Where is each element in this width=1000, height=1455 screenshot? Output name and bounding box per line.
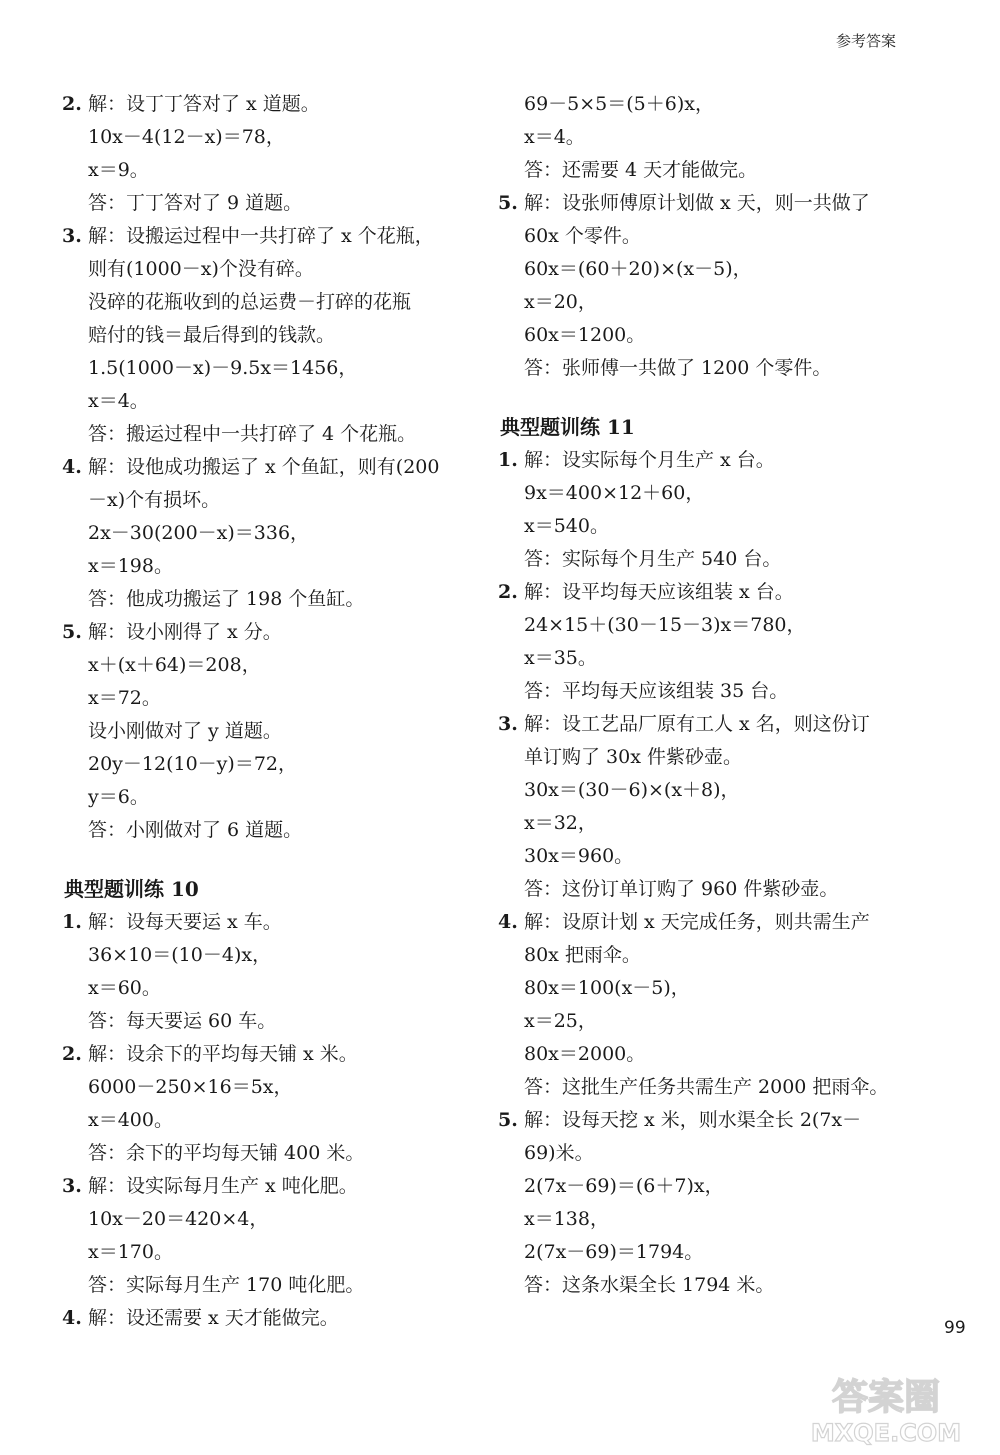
answer-text: 24×15＋(30－15－3)x＝780， xyxy=(524,614,806,636)
answer-line xyxy=(498,642,918,675)
page-number: 99 xyxy=(944,1318,966,1338)
left-column xyxy=(62,88,482,1335)
answer-line-numbered xyxy=(62,906,482,939)
answer-text: x＝138， xyxy=(524,1208,609,1230)
problem-number: 4. xyxy=(62,456,82,478)
answer-text: x＝540。 xyxy=(524,515,609,537)
answer-text: 则有(1000－x)个没有碎。 xyxy=(88,258,314,280)
answer-text: x＝9。 xyxy=(88,159,149,181)
answer-text: 69－5×5＝(5＋6)x， xyxy=(524,93,714,115)
answer-text: 解：设张师傅原计划做 x 天，则一共做了 xyxy=(524,192,870,214)
answer-text: －x)个有损坏。 xyxy=(88,489,221,511)
answer-text: x＝32， xyxy=(524,812,597,834)
answer-line xyxy=(498,609,918,642)
answer-line xyxy=(62,517,482,550)
answer-line-numbered xyxy=(498,1104,918,1137)
answer-text: 解：设搬运过程中一共打碎了 x 个花瓶， xyxy=(88,225,434,247)
answer-line xyxy=(498,543,918,576)
answer-text: 解：设小刚得了 x 分。 xyxy=(88,621,282,643)
answer-text: 答：丁丁答对了 9 道题。 xyxy=(88,192,303,214)
answer-line-numbered xyxy=(498,708,918,741)
page-header: 参考答案 xyxy=(835,32,896,50)
answer-text: 解：设平均每天应该组装 x 台。 xyxy=(524,581,794,603)
answer-text: x＝25， xyxy=(524,1010,597,1032)
answer-text: 答：他成功搬运了 198 个鱼缸。 xyxy=(88,588,365,610)
problem-number: 4. xyxy=(62,1307,82,1329)
answer-text: 60x 个零件。 xyxy=(524,225,641,247)
answer-text: 解：设原计划 x 天完成任务，则共需生产 xyxy=(524,911,870,933)
answer-text: 解：设实际每个月生产 x 台。 xyxy=(524,449,775,471)
problem-number: 3. xyxy=(62,225,82,247)
answer-line xyxy=(498,873,918,906)
answer-text: 解：设每天要运 x 车。 xyxy=(88,911,282,933)
answer-text: 答：张师傅一共做了 1200 个零件。 xyxy=(524,357,832,379)
answer-text: 69)米。 xyxy=(524,1142,594,1164)
right-column xyxy=(498,88,918,1302)
answer-line xyxy=(498,675,918,708)
answer-line xyxy=(62,319,482,352)
answer-text: 2(7x－69)＝1794。 xyxy=(524,1241,704,1263)
answer-line xyxy=(62,781,482,814)
answer-line xyxy=(62,1236,482,1269)
answer-line xyxy=(498,253,918,286)
answer-line xyxy=(62,550,482,583)
section-title-11: 典型题训练 11 xyxy=(500,415,635,439)
answer-line xyxy=(498,741,918,774)
answer-line-numbered xyxy=(62,616,482,649)
problem-number: 5. xyxy=(62,621,82,643)
answer-line xyxy=(498,88,918,121)
answer-line xyxy=(62,814,482,847)
answer-line xyxy=(62,1137,482,1170)
answer-line xyxy=(62,253,482,286)
answer-line xyxy=(62,121,482,154)
answer-text: 36×10＝(10－4)x， xyxy=(88,944,272,966)
answer-text: 80x＝2000。 xyxy=(524,1043,646,1065)
answer-line-numbered xyxy=(498,444,918,477)
answer-line-numbered xyxy=(62,1038,482,1071)
answer-line xyxy=(498,1203,918,1236)
answer-text: 60x＝1200。 xyxy=(524,324,646,346)
problem-number: 2. xyxy=(62,1043,82,1065)
answer-text: 答：实际每个月生产 540 台。 xyxy=(524,548,782,570)
problem-number: 2. xyxy=(498,581,518,603)
answer-text: 20y－12(10－y)＝72， xyxy=(88,753,298,775)
answer-line xyxy=(62,715,482,748)
answer-line xyxy=(62,682,482,715)
answer-line xyxy=(498,352,918,385)
section-title-10: 典型题训练 10 xyxy=(64,877,199,901)
answer-line xyxy=(498,286,918,319)
answer-text: 30x＝960。 xyxy=(524,845,634,867)
answer-text: x＝4。 xyxy=(524,126,585,148)
section-11-answers xyxy=(498,444,918,1302)
answer-text: x＝198。 xyxy=(88,555,173,577)
answer-text: x＝4。 xyxy=(88,390,149,412)
answer-line xyxy=(62,418,482,451)
answer-text: x＝35。 xyxy=(524,647,597,669)
answer-line xyxy=(62,748,482,781)
answer-text: 解：设实际每月生产 x 吨化肥。 xyxy=(88,1175,358,1197)
answer-text: 答：这批生产任务共需生产 2000 把雨伞。 xyxy=(524,1076,889,1098)
answer-line xyxy=(498,121,918,154)
answer-line xyxy=(498,1071,918,1104)
answer-line xyxy=(62,939,482,972)
problem-number: 1. xyxy=(498,449,518,471)
answer-text: 答：还需要 4 天才能做完。 xyxy=(524,159,758,181)
answer-text: 解：设工艺品厂原有工人 x 名，则这份订 xyxy=(524,713,870,735)
answer-line-numbered xyxy=(498,906,918,939)
problem-number: 3. xyxy=(62,1175,82,1197)
answer-line xyxy=(498,1005,918,1038)
problem-number: 1. xyxy=(62,911,82,933)
answer-text: 答：这份订单订购了 960 件紫砂壶。 xyxy=(524,878,839,900)
answer-text: 答：这条水渠全长 1794 米。 xyxy=(524,1274,775,1296)
answer-text: 2x－30(200－x)＝336， xyxy=(88,522,310,544)
answer-text: 10x－4(12－x)＝78， xyxy=(88,126,285,148)
answer-line-numbered xyxy=(62,1170,482,1203)
answer-line-numbered xyxy=(498,187,918,220)
answer-text: 解：设每天挖 x 米，则水渠全长 2(7x－ xyxy=(524,1109,862,1131)
answer-text: 1.5(1000－x)－9.5x＝1456， xyxy=(88,357,358,379)
problem-number: 2. xyxy=(62,93,82,115)
answer-text: 没碎的花瓶收到的总运费－打碎的花瓶 xyxy=(88,291,412,313)
watermark-url: MXQE.COM xyxy=(810,1419,962,1447)
answer-line-numbered xyxy=(498,576,918,609)
answer-line xyxy=(498,510,918,543)
answer-line xyxy=(498,477,918,510)
answer-text: 80x 把雨伞。 xyxy=(524,944,641,966)
answer-line-numbered xyxy=(62,451,482,484)
answer-text: 9x＝400×12＋60， xyxy=(524,482,705,504)
answer-text: y＝6。 xyxy=(88,786,149,808)
answer-text: 60x＝(60＋20)×(x－5)， xyxy=(524,258,752,280)
problem-number: 4. xyxy=(498,911,518,933)
answer-text: 单订购了 30x 件紫砂壶。 xyxy=(524,746,742,768)
answer-text: x＝72。 xyxy=(88,687,161,709)
answer-line-numbered xyxy=(62,1302,482,1335)
answer-line xyxy=(62,1269,482,1302)
answer-text: 解：设余下的平均每天铺 x 米。 xyxy=(88,1043,358,1065)
answer-line xyxy=(62,385,482,418)
answer-text: 80x＝100(x－5)， xyxy=(524,977,690,999)
answer-line xyxy=(498,1038,918,1071)
answer-line-numbered xyxy=(62,88,482,121)
answer-text: 赔付的钱＝最后得到的钱款。 xyxy=(88,324,336,346)
answer-text: x＝20， xyxy=(524,291,597,313)
answer-line xyxy=(498,939,918,972)
answer-text: 答：搬运过程中一共打碎了 4 个花瓶。 xyxy=(88,423,417,445)
answer-line xyxy=(62,1104,482,1137)
answer-text: 解：设丁丁答对了 x 道题。 xyxy=(88,93,320,115)
answer-line xyxy=(62,972,482,1005)
answer-line xyxy=(498,774,918,807)
answer-line-numbered xyxy=(62,220,482,253)
watermark-logo xyxy=(786,1367,986,1447)
answer-line xyxy=(62,1005,482,1038)
answer-text: 解：设他成功搬运了 x 个鱼缸，则有(200 xyxy=(88,456,440,478)
answer-line xyxy=(62,187,482,220)
left-answers xyxy=(62,88,482,847)
answer-line xyxy=(62,583,482,616)
answer-line xyxy=(498,840,918,873)
answer-text: x＝400。 xyxy=(88,1109,173,1131)
answer-text: x＝60。 xyxy=(88,977,161,999)
answer-line xyxy=(498,1170,918,1203)
watermark-text: 答案圈 xyxy=(831,1377,941,1418)
answer-text: 6000－250×16＝5x， xyxy=(88,1076,293,1098)
answer-text: 2(7x－69)＝(6＋7)x， xyxy=(524,1175,724,1197)
answer-line xyxy=(498,154,918,187)
answer-line xyxy=(498,1269,918,1302)
answer-text: 设小刚做对了 y 道题。 xyxy=(88,720,282,742)
answer-line xyxy=(62,649,482,682)
answer-line xyxy=(62,484,482,517)
answer-text: 解：设还需要 x 天才能做完。 xyxy=(88,1307,339,1329)
right-answers xyxy=(498,88,918,385)
answer-line xyxy=(62,1071,482,1104)
section-10-answers xyxy=(62,906,482,1335)
problem-number: 3. xyxy=(498,713,518,735)
answer-line xyxy=(498,972,918,1005)
problem-number: 5. xyxy=(498,1109,518,1131)
answer-line xyxy=(498,807,918,840)
answer-text: 答：小刚做对了 6 道题。 xyxy=(88,819,303,841)
answer-line xyxy=(62,352,482,385)
answer-text: 答：平均每天应该组装 35 台。 xyxy=(524,680,789,702)
answer-line xyxy=(62,286,482,319)
answer-text: 10x－20＝420×4， xyxy=(88,1208,269,1230)
answer-text: 答：每天要运 60 车。 xyxy=(88,1010,277,1032)
answer-line xyxy=(498,1137,918,1170)
answer-line xyxy=(498,319,918,352)
problem-number: 5. xyxy=(498,192,518,214)
answer-text: 30x＝(30－6)×(x＋8)， xyxy=(524,779,740,801)
answer-line xyxy=(62,154,482,187)
answer-line xyxy=(498,220,918,253)
answer-line xyxy=(62,1203,482,1236)
answer-text: 答：余下的平均每天铺 400 米。 xyxy=(88,1142,365,1164)
answer-text: 答：实际每月生产 170 吨化肥。 xyxy=(88,1274,365,1296)
answer-text: x＝170。 xyxy=(88,1241,173,1263)
answer-line xyxy=(498,1236,918,1269)
answer-text: x＋(x＋64)＝208， xyxy=(88,654,261,676)
